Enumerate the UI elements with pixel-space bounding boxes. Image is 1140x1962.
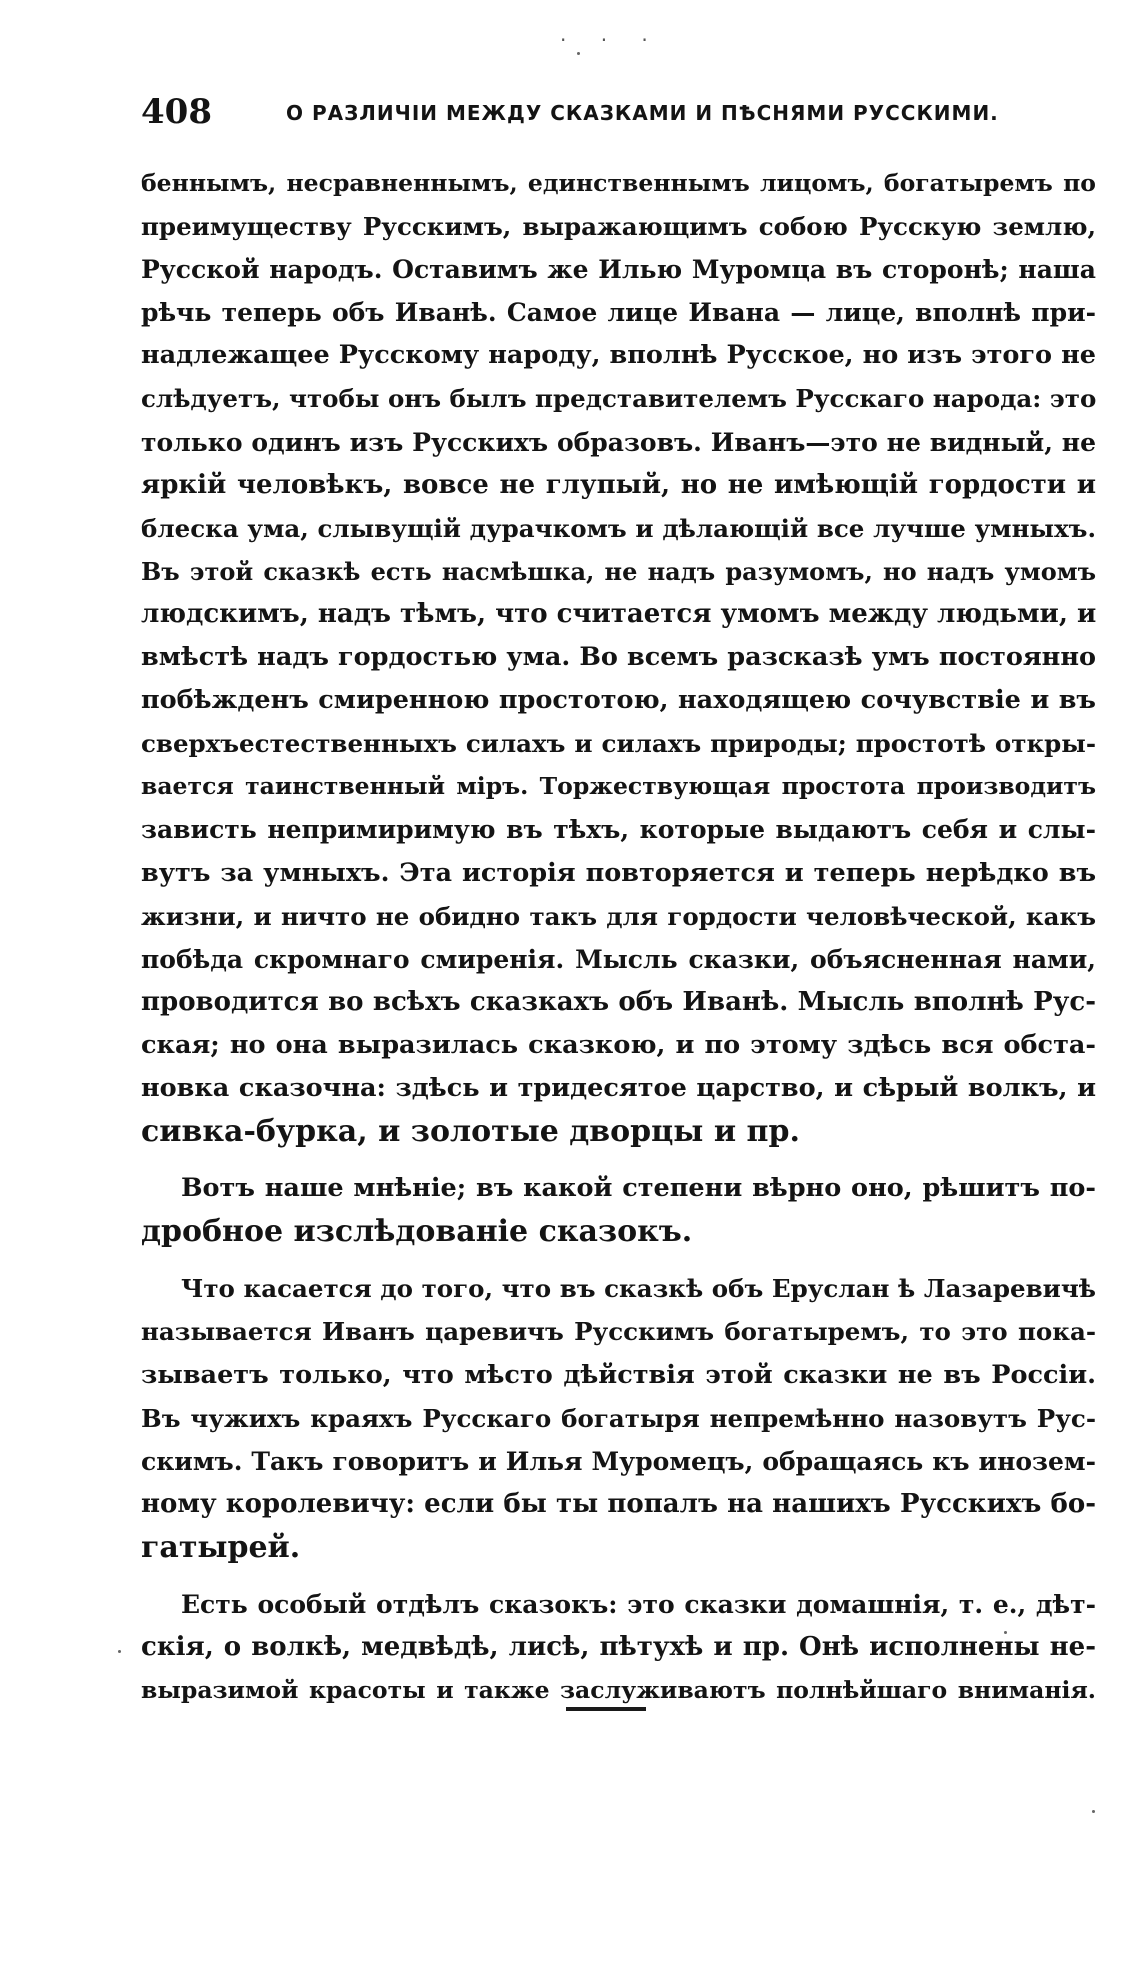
- text-line: преимуществу Русскимъ, выражающимъ собою Русскую землю,: [141, 212, 1096, 242]
- text-line: Въ этой сказкѣ есть насмѣшка, не надъ разумомъ, но надъ умомъ: [141, 556, 1096, 586]
- text-line: выразимой красоты и также заслуживаютъ полнѣйшаго вниманія.: [141, 1676, 1096, 1705]
- page-header: [141, 92, 1096, 132]
- text-line: ному королевичу: если бы ты попалъ на нашихъ Русскихъ бо-: [141, 1488, 1096, 1519]
- text-line: вутъ за умныхъ. Эта исторія повторяется и теперь нерѣдко въ: [141, 857, 1096, 888]
- text-line: новка сказочна: здѣсь и тридесятое царство, и сѣрый волкъ, и: [141, 1072, 1096, 1103]
- print-speck: [1092, 1810, 1095, 1813]
- section-end-rule: [566, 1707, 646, 1711]
- text-line: дробное изслѣдованіе сказокъ.: [141, 1214, 693, 1250]
- text-line: побѣжденъ смиренною простотою, находящею сочувствіе и въ: [141, 685, 1096, 716]
- text-line: Есть особый отдѣлъ сказокъ: это сказки домашнія, т. е., дѣт-: [181, 1590, 1096, 1619]
- page-number: 408: [141, 92, 212, 132]
- text-line: зываетъ только, что мѣсто дѣйствія этой сказки не въ Россіи.: [141, 1359, 1096, 1390]
- text-line: скимъ. Такъ говоритъ и Илья Муромецъ, обращаясь къ инозем-: [141, 1446, 1096, 1476]
- text-line: беннымъ, несравненнымъ, единственнымъ лицомъ, богатыремъ по: [141, 169, 1096, 197]
- text-line: Что касается до того, что въ сказкѣ объ Еруслан ѣ Лазаревичѣ: [181, 1274, 1096, 1304]
- paragraph: [141, 1167, 1096, 1253]
- text-line: зависть непримиримую въ тѣхъ, которые выдаютъ себя и слы-: [141, 815, 1096, 845]
- text-line: жизни, и ничто не обидно такъ для гордости человѣческой, какъ: [141, 901, 1096, 931]
- text-line: только одинъ изъ Русскихъ образовъ. Иванъ—это не видный, не: [141, 427, 1096, 457]
- text-line: яркій человѣкъ, вовсе не глупый, но не имѣющій гордости и: [141, 469, 1096, 500]
- text-line: вается таинственный міръ. Торжествующая простота производитъ: [141, 772, 1096, 801]
- text-line: сивка-бурка, и золотые дворцы и пр.: [141, 1114, 800, 1150]
- text-line: надлежащее Русскому народу, вполнѣ Русское, но изъ этого не: [141, 340, 1096, 371]
- paragraph: [141, 1583, 1096, 1712]
- text-line: слѣдуетъ, чтобы онъ былъ представителемъ Русскаго народа: это: [141, 384, 1097, 414]
- text-line: Вотъ наше мнѣніе; въ какой степени вѣрно оно, рѣшитъ по-: [181, 1173, 1096, 1204]
- paragraph-gap: [141, 1153, 1096, 1167]
- paragraph: [141, 162, 1096, 1153]
- text-line: Русской народъ. Оставимъ же Илью Муромца въ сторонѣ; наша: [141, 255, 1096, 285]
- text-line: называется Иванъ царевичъ Русскимъ богатыремъ, то это пока-: [141, 1317, 1096, 1347]
- paragraph: [141, 1267, 1096, 1569]
- print-speck: [577, 52, 580, 55]
- text-line: гатырей.: [141, 1529, 301, 1565]
- text-line: блеска ума, слывущій дурачкомъ и дѣлающій все лучше умныхъ.: [141, 513, 1096, 543]
- running-title: О РАЗЛИЧІИ МЕЖДУ СКАЗКАМИ И ПѢСНЯМИ РУССКИМИ.: [286, 101, 999, 125]
- text-line: побѣда скромнаго смиренія. Мысль сказки, объясненная нами,: [141, 944, 1096, 974]
- text-line: ская; но она выразилась сказкою, и по этому здѣсь вся обста-: [141, 1029, 1096, 1060]
- paragraph-gap: [141, 1569, 1096, 1583]
- text-line: Въ чужихъ краяхъ Русскаго богатыря непремѣнно назовутъ Рус-: [141, 1403, 1096, 1433]
- print-specks: · · ·: [560, 28, 662, 52]
- print-speck: [118, 1650, 121, 1653]
- body-text: [141, 162, 1096, 1712]
- text-line: скія, о волкѣ, медвѣдѣ, лисѣ, пѣтухѣ и пр. Онѣ исполнены не-: [141, 1632, 1096, 1663]
- text-line: вмѣстѣ надъ гордостью ума. Во всемъ разсказѣ умъ постоянно: [141, 642, 1096, 673]
- text-line: людскимъ, надъ тѣмъ, что считается умомъ между людьми, и: [141, 598, 1097, 629]
- text-line: рѣчь теперь объ Иванѣ. Самое лице Ивана — лице, вполнѣ при-: [141, 298, 1096, 328]
- text-line: проводится во всѣхъ сказкахъ объ Иванѣ. Мысль вполнѣ Рус-: [141, 986, 1096, 1017]
- paragraph-gap: [141, 1253, 1096, 1267]
- text-line: сверхъестественныхъ силахъ и силахъ природы; простотѣ откры-: [141, 729, 1096, 759]
